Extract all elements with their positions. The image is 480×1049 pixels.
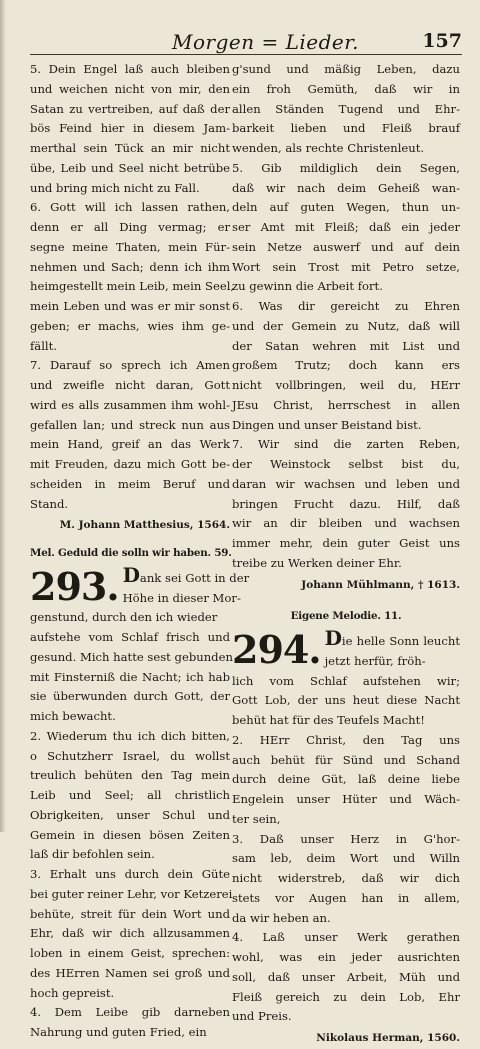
text-line: soll, daß unser Arbeit, Müh und: [232, 969, 460, 984]
text-line: aufstehe vom Schlaf frisch und: [30, 630, 230, 644]
text-line: behüte, streit für dein Wort und: [30, 906, 230, 921]
text-line: 6. Was dir gereicht zu Ehren: [232, 299, 460, 313]
text-line: barkeit lieben und Fleiß brauf: [232, 121, 460, 136]
text-line: Höhe in dieser Mor-: [122, 590, 241, 605]
text-line: 5. Dein Engel laß auch bleiben: [30, 62, 230, 76]
hymn-number: 294.: [232, 627, 321, 672]
left-melody-line: Mel. Geduld die solln wir haben. 59.: [30, 547, 232, 559]
text-line: daran wir wachsen und leben und: [232, 476, 460, 491]
page-edge-shadow: [0, 0, 6, 832]
text-line: durch deine Güt, laß deine liebe: [232, 772, 460, 787]
text-line: sein Netze auswerf und auf dein: [232, 239, 460, 254]
text-line: merthal sein Tück an mir nicht: [30, 141, 230, 155]
text-line: und weichen nicht von mir, den: [30, 81, 230, 96]
drop-cap-letter: D: [324, 626, 342, 650]
text-line: denn er all Ding vermag; er: [30, 220, 230, 234]
text-line: loben in einem Geist, sprechen:: [30, 946, 230, 960]
text-line: treibe zu Werken deiner Ehr.: [232, 555, 402, 570]
text-line: 4. Laß unser Werk gerathen: [232, 930, 460, 945]
text-line: mit Finsterniß die Nacht; ich hab: [30, 669, 230, 684]
hymn-294: [232, 626, 460, 1027]
text-line: nehmen und Sach; denn ich ihm: [30, 259, 230, 274]
text-line: nicht vollbringen, weil du, HErr: [232, 378, 460, 392]
text-line: sie überwunden durch Gott, der: [30, 689, 230, 704]
text-line: o Schutzherr Israel, du wollst: [30, 748, 230, 763]
text-line: Nahrung und guten Fried, ein: [30, 1025, 207, 1039]
final-attribution: Nikolaus Herman, 1560.: [316, 1032, 460, 1044]
left-attribution: M. Johann Matthesius, 1564.: [59, 519, 230, 532]
text-line: 5. Gib mildiglich dein Segen,: [232, 160, 460, 175]
text-line: übe, Leib und Seel nicht betrübe: [30, 160, 230, 175]
text-line: Gott Lob, der uns heut diese Nacht: [232, 693, 460, 708]
text-line: und der Gemein zu Nutz, daß will: [232, 318, 460, 333]
text-line: wenden, als rechte Christenleut.: [232, 141, 425, 155]
text-line: wird es alls zusammen ihm wohl-: [30, 397, 230, 412]
text-line: geben; er machs, wies ihm ge-: [30, 318, 230, 333]
text-line: Obrigkeiten, unser Schul und: [30, 807, 230, 822]
text-line: nicht widerstreb, daß wir dich: [232, 871, 460, 885]
right-continuation-text: [232, 60, 460, 574]
left-continuation-text: [30, 60, 235, 514]
text-line: Gemein in diesen bösen Zeiten: [30, 827, 230, 842]
text-line: ein froh Gemüth, daß wir in: [232, 81, 460, 96]
text-line: immer mehr, dein guter Geist uns: [232, 536, 460, 550]
right-column: [232, 60, 460, 1049]
text-line: 4. Dem Leibe gib darneben: [30, 1005, 230, 1020]
text-line: stets vor Augen han in allem,: [232, 890, 460, 905]
text-line: laß dir befohlen sein.: [30, 847, 155, 862]
page-number: 157: [422, 30, 462, 52]
text-line: der Satan wehren mit List und: [232, 338, 460, 353]
text-line: Ehr, daß wir dich allzusammen: [30, 926, 230, 941]
text-line: 2. HErr Christ, den Tag uns: [232, 732, 460, 747]
text-line: hoch gepreist.: [30, 985, 115, 1000]
text-line: zu gewinn die Arbeit fort.: [232, 279, 383, 294]
text-line: mein Hand, greif an das Werk: [30, 437, 230, 452]
text-line: allen Ständen Tugend und Ehr-: [232, 101, 460, 116]
text-line: JEsu Christ, herrschest in allen: [232, 397, 460, 412]
page-header: [0, 30, 480, 56]
text-line: mit Freuden, dazu mich Gott be-: [30, 457, 230, 471]
text-line: 7. Wir sind die zarten Reben,: [232, 437, 460, 452]
text-line: bringen Frucht dazu. Hilf, daß: [232, 496, 460, 511]
text-line: lich vom Schlaf aufstehen wir;: [232, 673, 460, 688]
text-line-rest: ie helle Sonn leucht: [341, 634, 460, 648]
text-line: großem Trutz; doch kann ers: [232, 358, 460, 373]
text-line: der Weinstock selbst bist du,: [232, 457, 460, 471]
text-line: des HErren Namen sei groß und: [30, 965, 230, 980]
text-line: Dingen und unser Beistand bist.: [232, 417, 422, 432]
text-line: g'sund und mäßig Leben, dazu: [232, 62, 460, 76]
hymn-293: [30, 562, 250, 1043]
text-line: gesund. Mich hatte sest gebunden: [30, 649, 233, 664]
text-line: Wort sein Trost mit Petro setze,: [232, 259, 460, 274]
text-line: ter sein,: [232, 811, 281, 826]
text-line: heimgestellt mein Leib, mein Seel,: [30, 279, 235, 294]
text-line: Engelein unser Hüter und Wäch-: [232, 792, 460, 806]
text-line: fällt.: [30, 338, 57, 353]
text-line: wir an dir bleiben und wachsen: [232, 516, 460, 531]
text-line: scheiden in meim Beruf und: [30, 476, 230, 491]
text-line: und bring mich nicht zu Fall.: [30, 180, 200, 195]
text-line: mein Leben und was er mir sonst: [30, 299, 230, 313]
text-line: gefallen lan; und streck nun aus: [30, 417, 230, 432]
hymn-text: [30, 628, 233, 1043]
text-line: Stand.: [30, 496, 69, 511]
text-line: jetzt herfür, fröh-: [324, 653, 426, 668]
hymn-text: [232, 672, 460, 1028]
text-line: wohl, was ein jeder ausrichten: [232, 950, 460, 964]
text-line: bös Feind hier in diesem Jam-: [30, 121, 230, 136]
text-line: daß wir nach deim Geheiß wan-: [232, 180, 460, 195]
text-line: Fleiß gereich zu dein Lob, Ehr: [232, 989, 460, 1004]
drop-cap-letter: D: [122, 562, 140, 587]
text-line: segne meine Thaten, mein Für-: [30, 239, 230, 254]
text-line: mich bewacht.: [30, 709, 116, 723]
text-line: genstund, durch den ich wieder: [30, 610, 218, 625]
text-line: 2. Wiederum thu ich dich bitten,: [30, 728, 230, 743]
text-line: Satan zu vertreiben, auf daß der: [30, 101, 230, 116]
text-line: 3. Daß unser Herz in G'hor-: [232, 831, 460, 846]
text-line: bei guter reiner Lehr, vor Ketzerei: [30, 886, 233, 901]
text-line: da wir heben an.: [232, 910, 331, 925]
text-line: behüt hat für des Teufels Macht!: [232, 713, 425, 727]
right-attribution: Johann Mühlmann, † 1613.: [301, 578, 460, 591]
hymn-number: 293.: [30, 563, 119, 609]
text-line: ser Amt mit Fleiß; daß ein jeder: [232, 220, 460, 234]
left-column: [30, 60, 250, 1043]
text-line: 6. Gott will ich lassen rathen,: [30, 200, 230, 215]
text-line: sam leb, deim Wort und Willn: [232, 851, 460, 866]
running-title: Morgen = Lieder.: [172, 30, 359, 54]
text-line: 3. Erhalt uns durch dein Güte: [30, 867, 230, 881]
text-line: 7. Darauf so sprech ich Amen: [30, 358, 230, 373]
text-line-rest: ank sei Gott in der: [139, 570, 250, 585]
text-line: treulich behüten den Tag mein: [30, 768, 230, 783]
text-line: Leib und Seel; all christlich: [30, 788, 230, 802]
text-line: deln auf guten Wegen, thun un-: [232, 200, 460, 215]
right-melody-line: Eigene Melodie. 11.: [290, 610, 402, 623]
text-line: und zweifle nicht daran, Gott: [30, 378, 230, 392]
text-line: und Preis.: [232, 1009, 292, 1024]
text-line: auch behüt für Sünd und Schand: [232, 752, 460, 767]
header-rule: [30, 54, 462, 55]
